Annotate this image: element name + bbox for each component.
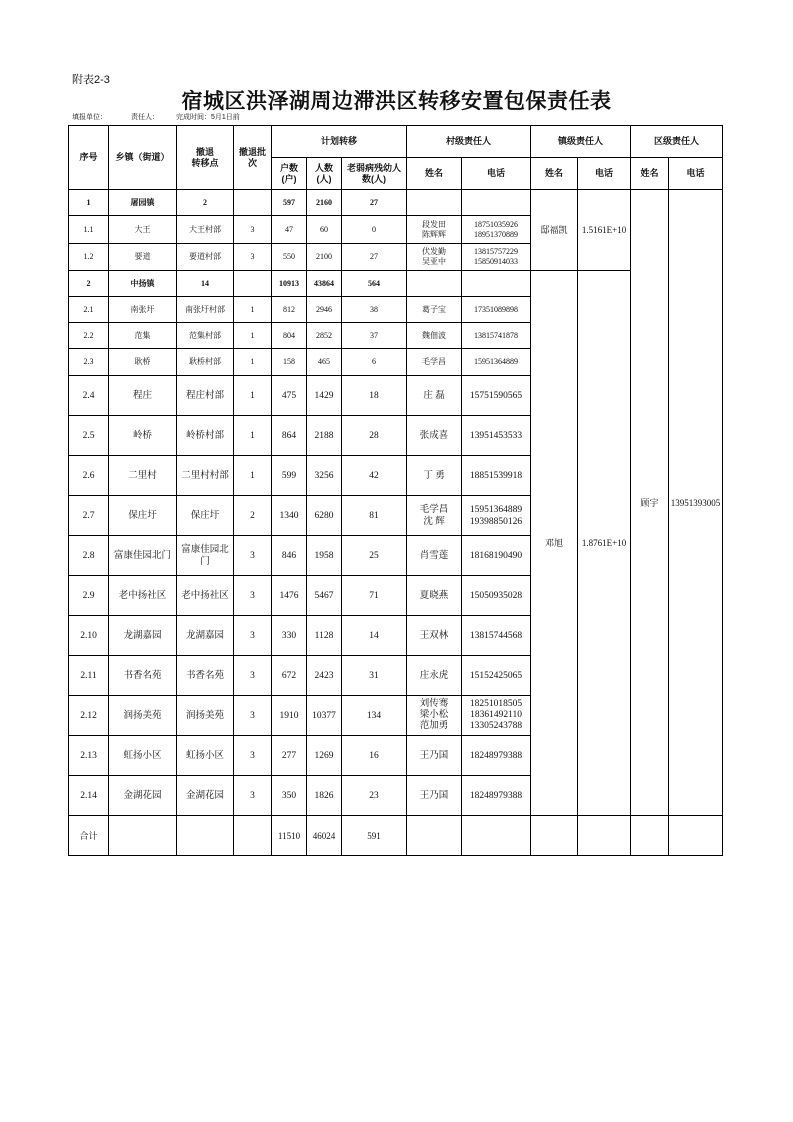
batch-cell: 3	[234, 696, 272, 736]
transfer-point-cell: 书香名苑	[177, 656, 234, 696]
households-cell: 158	[272, 349, 307, 376]
vulnerable-cell: 16	[342, 736, 407, 776]
village-contact-name: 庄永虎	[407, 656, 462, 696]
vulnerable-cell: 38	[342, 297, 407, 323]
vulnerable-cell: 18	[342, 376, 407, 416]
people-cell: 1269	[307, 736, 342, 776]
deadline-label: 完成时间：5月1日前	[176, 114, 240, 121]
village-contact-phone: 15951364889	[462, 349, 531, 376]
village-contact-phone: 17351089898	[462, 297, 531, 323]
transfer-point-cell: 保庄圩	[177, 496, 234, 536]
annex-label: 附表2-3	[72, 74, 110, 86]
total-row	[69, 816, 723, 856]
people-cell: 3256	[307, 456, 342, 496]
total-town-name-cell	[531, 816, 578, 856]
seq-cell: 2.7	[69, 496, 109, 536]
seq-cell: 2.11	[69, 656, 109, 696]
vulnerable-cell: 37	[342, 323, 407, 349]
header-town-phone: 电话	[578, 158, 631, 190]
village-contact-phone: 15152425065	[462, 656, 531, 696]
households-cell: 1340	[272, 496, 307, 536]
town-contact-phone: 1.8761E+10	[578, 271, 631, 816]
households-cell: 597	[272, 190, 307, 216]
households-cell: 277	[272, 736, 307, 776]
transfer-point-cell: 要道村部	[177, 244, 234, 271]
households-cell: 812	[272, 297, 307, 323]
households-cell: 550	[272, 244, 307, 271]
seq-cell: 2.12	[69, 696, 109, 736]
transfer-point-cell: 润扬美苑	[177, 696, 234, 736]
households-cell: 47	[272, 216, 307, 244]
seq-cell: 1.1	[69, 216, 109, 244]
seq-cell: 2.14	[69, 776, 109, 816]
village-contact-phone: 13815744568	[462, 616, 531, 656]
responsible-person-label: 责任人：	[131, 114, 159, 121]
town-cell: 二里村	[109, 456, 177, 496]
village-contact-name: 庄 磊	[407, 376, 462, 416]
village-contact-name: 刘传骞 梁小松 范加勇	[407, 696, 462, 736]
total-village-name-cell	[407, 816, 462, 856]
header-town-level: 镇级责任人	[531, 126, 631, 158]
transfer-point-cell: 虹扬小区	[177, 736, 234, 776]
header-town-name: 姓名	[531, 158, 578, 190]
town-contact-name: 邸福凯	[531, 190, 578, 271]
header-plan: 计划转移	[272, 126, 407, 158]
village-contact-phone: 13815757229 15850914033	[462, 244, 531, 271]
vulnerable-cell: 564	[342, 271, 407, 297]
batch-cell: 3	[234, 576, 272, 616]
transfer-point-cell: 程庄村部	[177, 376, 234, 416]
households-cell: 330	[272, 616, 307, 656]
village-contact-phone: 13951453533	[462, 416, 531, 456]
people-cell: 43864	[307, 271, 342, 297]
total-transfer-point-cell	[177, 816, 234, 856]
village-contact-name: 王乃国	[407, 776, 462, 816]
village-contact-phone	[462, 271, 531, 297]
town-cell: 金湖花园	[109, 776, 177, 816]
village-contact-name: 肖雪莲	[407, 536, 462, 576]
seq-cell: 1.2	[69, 244, 109, 271]
total-village-phone-cell	[462, 816, 531, 856]
town-cell: 岭桥	[109, 416, 177, 456]
header-people: 人数 (人)	[307, 158, 342, 190]
total-households: 11510	[272, 816, 307, 856]
town-cell: 富康佳园北门	[109, 536, 177, 576]
total-district-name-cell	[631, 816, 669, 856]
people-cell: 2852	[307, 323, 342, 349]
transfer-point-cell: 龙湖嘉园	[177, 616, 234, 656]
people-cell: 2946	[307, 297, 342, 323]
households-cell: 475	[272, 376, 307, 416]
total-town-cell	[109, 816, 177, 856]
people-cell: 1826	[307, 776, 342, 816]
village-contact-phone: 18751035926 18951370889	[462, 216, 531, 244]
households-cell: 10913	[272, 271, 307, 297]
village-contact-name: 魏佃波	[407, 323, 462, 349]
households-cell: 864	[272, 416, 307, 456]
vulnerable-cell: 71	[342, 576, 407, 616]
table-row	[69, 190, 723, 216]
transfer-point-cell: 2	[177, 190, 234, 216]
batch-cell: 3	[234, 736, 272, 776]
district-contact-name: 顾宇	[631, 190, 669, 816]
total-district-phone-cell	[669, 816, 723, 856]
batch-cell: 3	[234, 776, 272, 816]
transfer-point-cell: 14	[177, 271, 234, 297]
transfer-point-cell: 范集村部	[177, 323, 234, 349]
reporting-unit-label: 填报单位：	[72, 114, 107, 121]
town-cell: 要道	[109, 244, 177, 271]
village-contact-name: 伏发勤 吴亚中	[407, 244, 462, 271]
vulnerable-cell: 14	[342, 616, 407, 656]
town-cell: 润扬美苑	[109, 696, 177, 736]
town-cell: 保庄圩	[109, 496, 177, 536]
header-district-level: 区级责任人	[631, 126, 723, 158]
total-batch-cell	[234, 816, 272, 856]
header-row	[69, 126, 723, 158]
responsibility-table	[68, 125, 723, 856]
town-cell: 范集	[109, 323, 177, 349]
transfer-point-cell: 二里村村部	[177, 456, 234, 496]
transfer-point-cell: 岭桥村部	[177, 416, 234, 456]
people-cell: 1128	[307, 616, 342, 656]
households-cell: 1476	[272, 576, 307, 616]
header-vulnerable: 老弱病残幼人 数(人)	[342, 158, 407, 190]
seq-cell: 2	[69, 271, 109, 297]
batch-cell: 1	[234, 376, 272, 416]
total-town-phone-cell	[578, 816, 631, 856]
total-label: 合计	[69, 816, 109, 856]
people-cell: 2188	[307, 416, 342, 456]
header-transfer-point: 撤退 转移点	[177, 126, 234, 190]
households-cell: 1910	[272, 696, 307, 736]
village-contact-name: 张成喜	[407, 416, 462, 456]
header-town: 乡镇（街道）	[109, 126, 177, 190]
batch-cell: 2	[234, 496, 272, 536]
people-cell: 60	[307, 216, 342, 244]
vulnerable-cell: 25	[342, 536, 407, 576]
transfer-point-cell: 富康佳园北 门	[177, 536, 234, 576]
town-cell: 老中扬社区	[109, 576, 177, 616]
people-cell: 465	[307, 349, 342, 376]
seq-cell: 2.1	[69, 297, 109, 323]
village-contact-name: 夏晓燕	[407, 576, 462, 616]
households-cell: 350	[272, 776, 307, 816]
vulnerable-cell: 27	[342, 190, 407, 216]
transfer-point-cell: 大王村部	[177, 216, 234, 244]
total-people: 46024	[307, 816, 342, 856]
seq-cell: 2.5	[69, 416, 109, 456]
batch-cell: 1	[234, 456, 272, 496]
seq-cell: 2.9	[69, 576, 109, 616]
seq-cell: 1	[69, 190, 109, 216]
vulnerable-cell: 27	[342, 244, 407, 271]
village-contact-name: 段发田 陈辉辉	[407, 216, 462, 244]
vulnerable-cell: 6	[342, 349, 407, 376]
header-batch: 撤退批 次	[234, 126, 272, 190]
town-cell: 书香名苑	[109, 656, 177, 696]
seq-cell: 2.6	[69, 456, 109, 496]
vulnerable-cell: 23	[342, 776, 407, 816]
people-cell: 5467	[307, 576, 342, 616]
households-cell: 846	[272, 536, 307, 576]
village-contact-phone: 15951364889 19398850126	[462, 496, 531, 536]
header-district-name: 姓名	[631, 158, 669, 190]
header-district-phone: 电话	[669, 158, 723, 190]
town-cell: 南张圩	[109, 297, 177, 323]
batch-cell: 1	[234, 297, 272, 323]
people-cell: 2423	[307, 656, 342, 696]
village-contact-name: 葛子宝	[407, 297, 462, 323]
people-cell: 2160	[307, 190, 342, 216]
town-contact-phone: 1.5161E+10	[578, 190, 631, 271]
transfer-point-cell: 南张圩村部	[177, 297, 234, 323]
district-contact-phone: 13951393005	[669, 190, 723, 816]
seq-cell: 2.13	[69, 736, 109, 776]
people-cell: 2100	[307, 244, 342, 271]
vulnerable-cell: 0	[342, 216, 407, 244]
village-contact-phone: 18248979388	[462, 776, 531, 816]
batch-cell: 1	[234, 323, 272, 349]
batch-cell: 3	[234, 244, 272, 271]
header-seq: 序号	[69, 126, 109, 190]
seq-cell: 2.10	[69, 616, 109, 656]
village-contact-phone: 18251018505 18361492110 13305243788	[462, 696, 531, 736]
village-contact-name	[407, 271, 462, 297]
batch-cell: 3	[234, 216, 272, 244]
transfer-point-cell: 金湖花园	[177, 776, 234, 816]
town-cell: 中扬镇	[109, 271, 177, 297]
town-cell: 程庄	[109, 376, 177, 416]
seq-cell: 2.4	[69, 376, 109, 416]
transfer-point-cell: 耿桥村部	[177, 349, 234, 376]
households-cell: 804	[272, 323, 307, 349]
village-contact-name: 丁 勇	[407, 456, 462, 496]
people-cell: 1429	[307, 376, 342, 416]
batch-cell: 1	[234, 416, 272, 456]
village-contact-phone: 18168190490	[462, 536, 531, 576]
batch-cell	[234, 271, 272, 297]
village-contact-phone: 18248979388	[462, 736, 531, 776]
vulnerable-cell: 28	[342, 416, 407, 456]
village-contact-name: 毛学昌	[407, 349, 462, 376]
town-cell: 大王	[109, 216, 177, 244]
people-cell: 10377	[307, 696, 342, 736]
village-contact-phone: 13815741878	[462, 323, 531, 349]
batch-cell: 3	[234, 536, 272, 576]
vulnerable-cell: 42	[342, 456, 407, 496]
header-households: 户数 (户)	[272, 158, 307, 190]
village-contact-name: 王乃国	[407, 736, 462, 776]
town-cell: 虹扬小区	[109, 736, 177, 776]
header-village-name: 姓名	[407, 158, 462, 190]
village-contact-name	[407, 190, 462, 216]
village-contact-name: 毛学昌 沈 辉	[407, 496, 462, 536]
seq-cell: 2.2	[69, 323, 109, 349]
village-contact-phone: 18851539918	[462, 456, 531, 496]
town-contact-name: 邓旭	[531, 271, 578, 816]
households-cell: 599	[272, 456, 307, 496]
vulnerable-cell: 31	[342, 656, 407, 696]
seq-cell: 2.3	[69, 349, 109, 376]
village-contact-phone	[462, 190, 531, 216]
people-cell: 1958	[307, 536, 342, 576]
transfer-point-cell: 老中扬社区	[177, 576, 234, 616]
village-contact-name: 王双林	[407, 616, 462, 656]
seq-cell: 2.8	[69, 536, 109, 576]
batch-cell	[234, 190, 272, 216]
batch-cell: 1	[234, 349, 272, 376]
households-cell: 672	[272, 656, 307, 696]
header-village-level: 村级责任人	[407, 126, 531, 158]
batch-cell: 3	[234, 616, 272, 656]
vulnerable-cell: 81	[342, 496, 407, 536]
table-row	[69, 271, 723, 297]
meta-line	[0, 112, 793, 122]
town-cell: 龙湖嘉园	[109, 616, 177, 656]
page-title: 宿城区洪泽湖周边滞洪区转移安置包保责任表	[181, 90, 612, 113]
town-cell: 耿桥	[109, 349, 177, 376]
town-cell: 屠园镇	[109, 190, 177, 216]
vulnerable-cell: 134	[342, 696, 407, 736]
batch-cell: 3	[234, 656, 272, 696]
people-cell: 6280	[307, 496, 342, 536]
village-contact-phone: 15751590565	[462, 376, 531, 416]
village-contact-phone: 15050935028	[462, 576, 531, 616]
total-vulnerable: 591	[342, 816, 407, 856]
header-village-phone: 电话	[462, 158, 531, 190]
